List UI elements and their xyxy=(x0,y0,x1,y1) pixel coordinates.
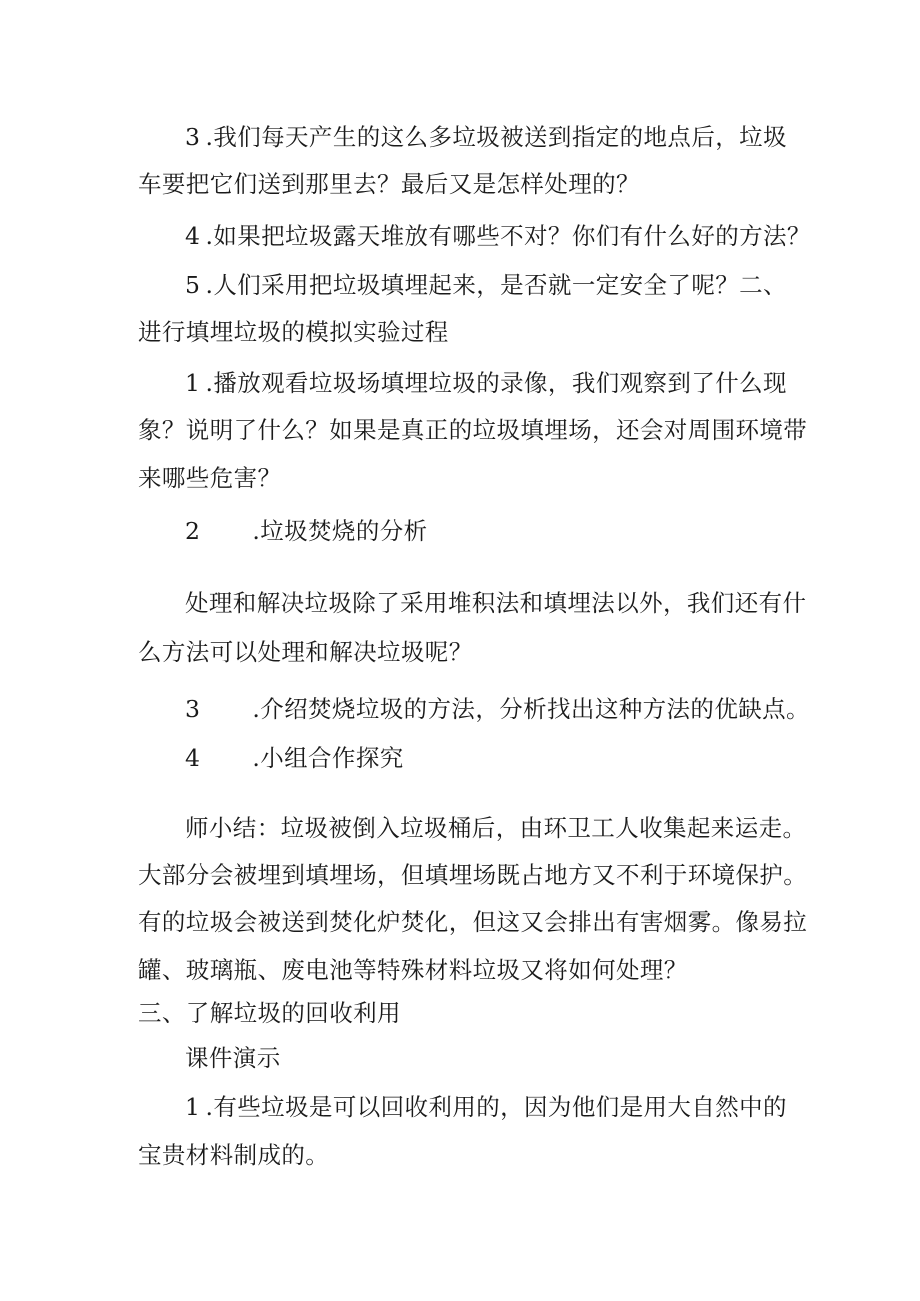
recycle-step-1-line-1: 1 .有些垃圾是可以回收利用的，因为他们是用大自然中的 xyxy=(185,1093,787,1121)
sim-step-3-text: .介绍焚烧垃圾的方法，分析找出这种方法的优缺点。 xyxy=(252,695,810,723)
sim-step-2-number: 2 xyxy=(185,517,201,545)
sim-step-4 xyxy=(185,743,404,773)
item-5-line-2: 进行填埋垃圾的模拟实验过程 xyxy=(138,318,449,346)
summary-line-4: 罐、玻璃瓶、废电池等特殊材料垃圾又将如何处理？ xyxy=(138,956,688,984)
sim-step-2-text: .垃圾焚烧的分析 xyxy=(252,517,428,545)
courseware-demo: 课件演示 xyxy=(185,1044,281,1072)
item-3-line-2: 车要把它们送到那里去？最后又是怎样处理的？ xyxy=(138,170,640,198)
sim-step-4-number: 4 xyxy=(185,744,201,772)
item-4: 4 .如果把垃圾露天堆放有哪些不对？你们有什么好的方法？ xyxy=(185,222,811,250)
recycle-step-1-line-2: 宝贵材料制成的。 xyxy=(138,1141,330,1169)
section-3-heading: 三、了解垃圾的回收利用 xyxy=(138,999,401,1027)
sim-step-3 xyxy=(185,694,810,724)
sim-step-1-line-1: 1 .播放观看垃圾场填埋垃圾的录像，我们观察到了什么现 xyxy=(185,369,787,397)
item-5-line-1: 5 .人们采用把垃圾填埋起来，是否就一定安全了呢？二、 xyxy=(185,271,787,299)
summary-line-1: 师小结：垃圾被倒入垃圾桶后，由环卫工人收集起来运走。 xyxy=(185,814,807,842)
sim-step-1-line-3: 来哪些危害？ xyxy=(138,464,282,492)
sim-step-1-line-2: 象？说明了什么？如果是真正的垃圾填埋场，还会对周围环境带 xyxy=(138,416,808,444)
paragraph-line-2: 么方法可以处理和解决垃圾呢？ xyxy=(138,638,473,666)
sim-step-4-text: .小组合作探究 xyxy=(252,744,404,772)
sim-step-3-number: 3 xyxy=(185,695,201,723)
item-3-line-1: 3 .我们每天产生的这么多垃圾被送到指定的地点后，垃圾 xyxy=(185,123,787,151)
sim-step-2 xyxy=(185,516,428,546)
paragraph-line-1: 处理和解决垃圾除了采用堆积法和填埋法以外，我们还有什 xyxy=(185,589,807,617)
summary-line-2: 大部分会被埋到填埋场，但填埋场既占地方又不利于环境保护。 xyxy=(138,861,808,889)
summary-line-3: 有的垃圾会被送到焚化炉焚化，但这又会排出有害烟雾。像易拉 xyxy=(138,908,808,936)
